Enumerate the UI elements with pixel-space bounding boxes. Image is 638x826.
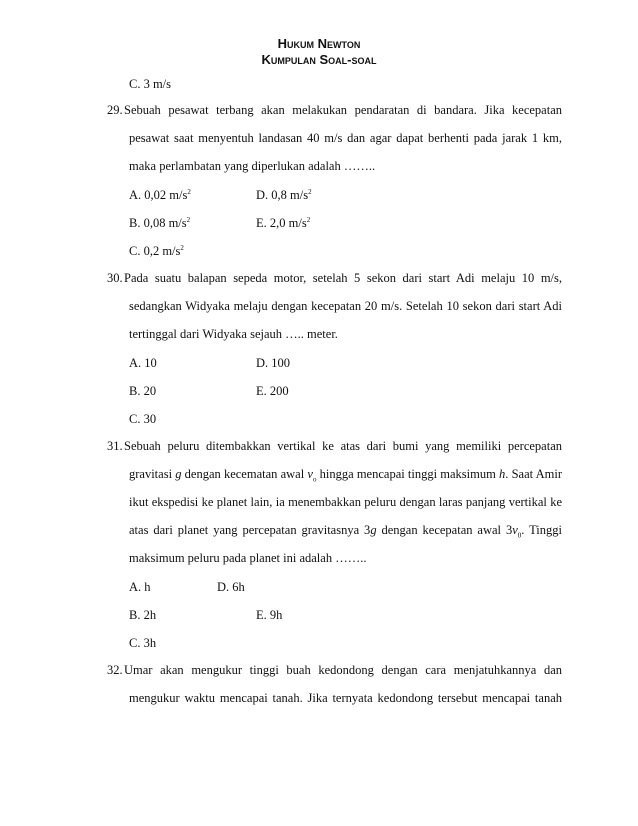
q32-line-2: mengukur waktu mencapai tanah. Jika ternyata kedondong tersebut mencapai tanah [129,691,562,705]
q32-number: 32. [107,663,123,677]
q31-option-e: E. 9h [256,608,283,622]
q29-option-d: D. 0,8 $m/s^2$ [256,187,312,202]
q31-line-5: maksimum peluru pada planet ini adalah …….. [129,551,367,565]
q29-line-2: pesawat saat menyentuh landasan 40 m/s dan agar dapat berhenti pada jarak 1 km, [129,131,562,145]
q31-option-b: B. 2h [129,608,157,622]
q30-number: 30. [107,271,123,285]
q29-option-b: B. 0,08 $m/s^2$ [129,215,191,230]
document-title: Hukum Newton [277,36,361,51]
q30-option-d: D. 100 [256,356,291,370]
q29-line-3: maka perlambatan yang diperlukan adalah …….. [129,159,376,173]
document-subtitle: Kumpulan Soal-soal [261,52,377,67]
q28-option-c: C. 3 m/s [129,77,172,91]
q31-option-c: C. 3h [129,636,157,650]
q29-option-e: E. 2,0 $m/s^2$ [256,215,311,230]
q31-line-2: gravitasi g dengan kecematan awal $v_o$ hingga mencapai tinggi maksimum h. Saat Amir [129,467,562,484]
q31-number: 31. [107,439,123,453]
q29-option-a: A. 0,02 $m/s^2$ [129,187,191,202]
q32-line-1: Umar akan mengukur tinggi buah kedondong dengan cara menjatuhkannya dan [124,663,562,677]
q30-line-3: tertinggal dari Widyaka sejauh ….. meter. [129,327,338,341]
q30-option-e: E. 200 [256,384,289,398]
q30-option-a: A. 10 [129,356,157,370]
q30-option-c: C. 30 [129,412,157,426]
q31-option-a: A. h [129,580,151,594]
q31-line-4: atas dari planet yang percepatan gravitasnya 3g dengan kecepatan awal $3v_0$. Tinggi [129,523,563,540]
q31-option-d: D. 6h [217,580,245,594]
q30-option-b: B. 20 [129,384,157,398]
q29-number: 29. [107,103,123,117]
q31-line-1: Sebuah peluru ditembakkan vertikal ke atas dari bumi yang memiliki percepatan [124,439,562,453]
q30-line-2: sedangkan Widyaka melaju dengan kecepatan 20 m/s. Setelah 10 sekon dari start Adi [129,299,562,313]
q29-option-c: C. 0,2 $m/s^2$ [129,243,184,258]
q30-line-1: Pada suatu balapan sepeda motor, setelah 5 sekon dari start Adi melaju 10 m/s, [124,271,562,285]
q31-line-3: ikut ekspedisi ke planet lain, ia menembakkan peluru dengan laras panjang vertikal ke [129,495,562,509]
q29-line-1: Sebuah pesawat terbang akan melakukan pendaratan di bandara. Jika kecepatan [124,103,562,117]
